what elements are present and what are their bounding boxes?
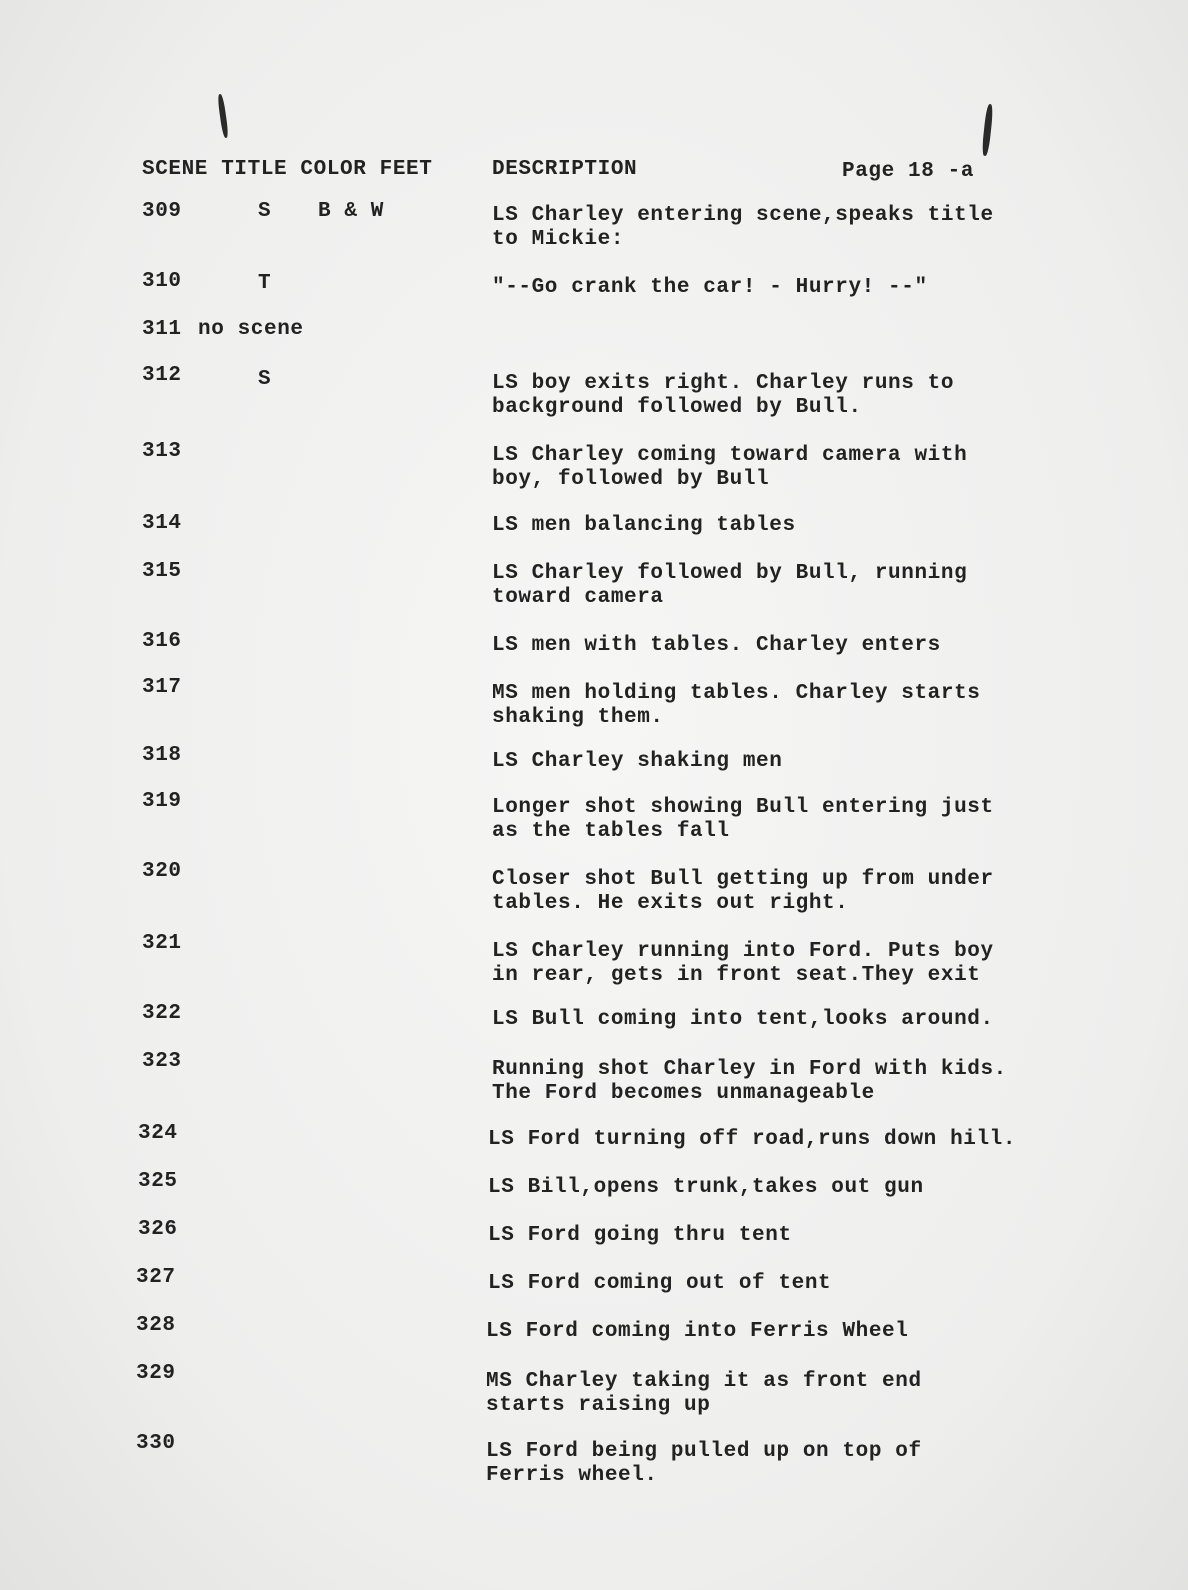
scene-description: MS Charley taking it as front end starts raising up <box>486 1370 922 1417</box>
scene-description: LS Ford coming out of tent <box>488 1272 832 1295</box>
scene-description: LS Charley running into Ford. Puts boy in rear, gets in front seat.They exit <box>492 940 994 987</box>
scene-number: 318 <box>142 744 182 767</box>
scene-description: LS Bill,opens trunk,takes out gun <box>488 1176 924 1199</box>
scene-description: LS Bull coming into tent,looks around. <box>492 1008 994 1031</box>
scene-number: 319 <box>142 790 182 813</box>
scene-description: LS Charley coming toward camera with boy, followed by Bull <box>492 444 968 491</box>
scene-number: 324 <box>138 1122 178 1145</box>
scene-description: LS Ford coming into Ferris Wheel <box>486 1320 909 1343</box>
scene-title-code: S <box>258 368 272 391</box>
punch-mark-left <box>217 94 229 138</box>
scene-number: 311 <box>142 318 182 341</box>
scene-number: 325 <box>138 1170 178 1193</box>
scene-description: LS Charley shaking men <box>492 750 783 773</box>
scene-number: 320 <box>142 860 182 883</box>
page-number: Page 18 -a <box>842 160 975 183</box>
scene-number: 317 <box>142 676 182 699</box>
scene-number: 321 <box>142 932 182 955</box>
scene-description: MS men holding tables. Charley starts shaking them. <box>492 682 981 729</box>
scene-description: LS Ford being pulled up on top of Ferris wheel. <box>486 1440 922 1487</box>
scene-description: "--Go crank the car! - Hurry! --" <box>492 276 928 299</box>
scene-number: 309 <box>142 200 182 223</box>
scene-number: 313 <box>142 440 182 463</box>
punch-mark-right <box>981 104 993 156</box>
scene-number: 326 <box>138 1218 178 1241</box>
scene-description: LS boy exits right. Charley runs to background followed by Bull. <box>492 372 955 419</box>
scene-description: Running shot Charley in Ford with kids. The Ford becomes unmanageable <box>492 1058 1007 1105</box>
scene-number: 322 <box>142 1002 182 1025</box>
scene-description: LS men with tables. Charley enters <box>492 634 941 657</box>
scene-number: 310 <box>142 270 182 293</box>
scene-title-code: S <box>258 200 272 223</box>
scene-number: 329 <box>136 1362 176 1385</box>
scene-description: LS Charley followed by Bull, running toward camera <box>492 562 968 609</box>
scene-description: Closer shot Bull getting up from under tables. He exits out right. <box>492 868 994 915</box>
scene-color: B & W <box>318 200 385 223</box>
scene-number: 323 <box>142 1050 182 1073</box>
header-columns: SCENE TITLE COLOR FEET <box>142 158 433 181</box>
scene-description: LS Ford going thru tent <box>488 1224 792 1247</box>
scene-description: LS Ford turning off road,runs down hill. <box>488 1128 1017 1151</box>
scene-number: 328 <box>136 1314 176 1337</box>
scene-number: 327 <box>136 1266 176 1289</box>
scene-note: no scene <box>198 318 304 341</box>
scene-description: LS men balancing tables <box>492 514 796 537</box>
scene-number: 315 <box>142 560 182 583</box>
scene-number: 330 <box>136 1432 176 1455</box>
scene-description: LS Charley entering scene,speaks title to Mickie: <box>492 204 994 251</box>
scene-number: 316 <box>142 630 182 653</box>
scene-title-code: T <box>258 272 272 295</box>
scene-number: 312 <box>142 364 182 387</box>
scene-number: 314 <box>142 512 182 535</box>
header-description: DESCRIPTION <box>492 158 638 181</box>
scene-description: Longer shot showing Bull entering just as the tables fall <box>492 796 994 843</box>
